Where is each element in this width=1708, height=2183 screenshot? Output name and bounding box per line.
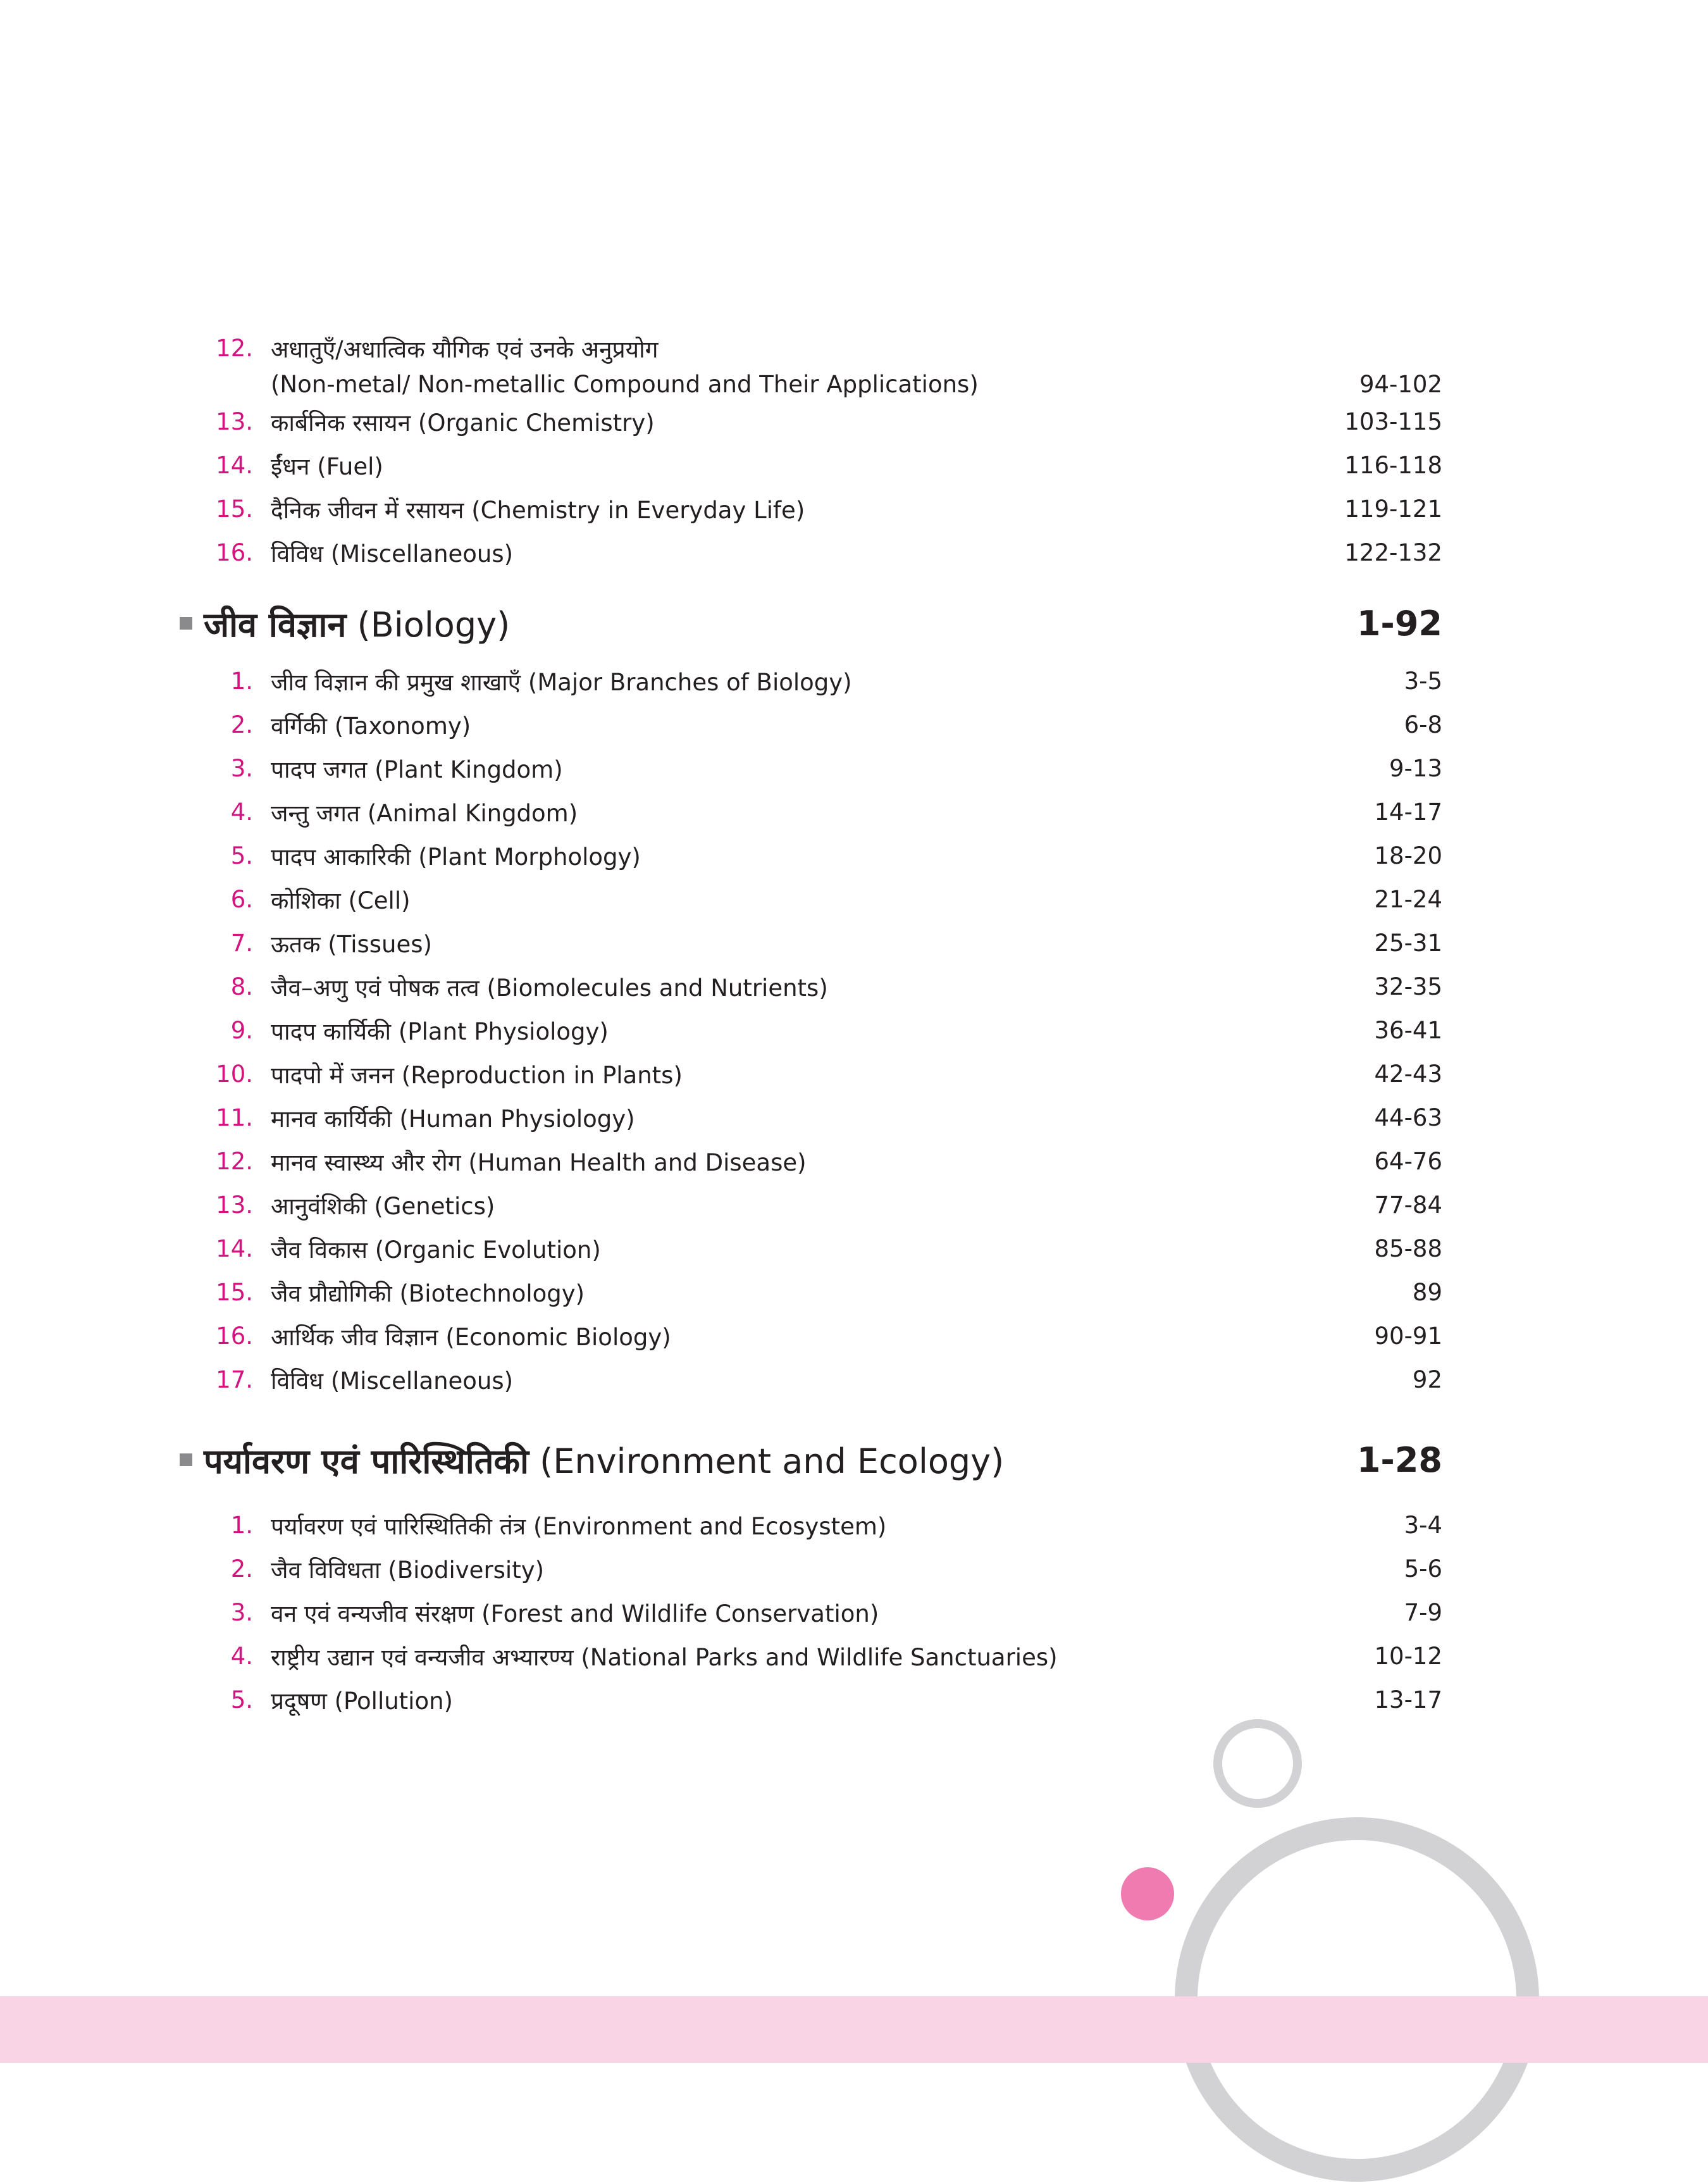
entry-number: 5. [230,1686,253,1713]
section-title-english: (Environment and Ecology) [540,1441,1005,1481]
entry-number: 15. [216,1278,253,1306]
entry-pages: 122-132 [1344,538,1442,566]
entry-number: 13. [216,1191,253,1219]
entry-title: विविध (Miscellaneous) [271,1367,514,1395]
entry-pages: 103-115 [1344,407,1442,435]
entry-pages: 85-88 [1374,1235,1442,1262]
entry-title: पादप आकारिकी (Plant Morphology) [271,843,641,871]
entry-number: 11. [216,1104,253,1131]
entry-pages: 64-76 [1374,1147,1442,1175]
entry-title: ईंधन (Fuel) [271,452,383,480]
entry-number: 16. [216,538,253,566]
entry-pages: 32-35 [1374,973,1442,1000]
entry-title: जन्तु जगत (Animal Kingdom) [271,799,578,827]
entry-title: कोशिका (Cell) [271,886,411,914]
section-title-hindi: पर्यावरण एवं पारिस्थितिकी [204,1441,529,1481]
entry-pages: 116-118 [1344,451,1442,479]
pink-dot-icon [1121,1867,1174,1920]
entry-number: 1. [230,667,253,695]
small-ring-icon [1218,1724,1297,1803]
entry-title: जीव विज्ञान की प्रमुख शाखाएँ (Major Branches of Biology) [271,668,852,696]
entry-title: जैव विविधता (Biodiversity) [271,1556,545,1584]
section-pages: 1-28 [1356,1440,1442,1480]
entry-number: 14. [216,451,253,479]
entry-pages: 18-20 [1374,842,1442,869]
entry-title: पादप जगत (Plant Kingdom) [271,756,563,783]
entry-title: अधातुएँ/अधात्विक यौगिक एवं उनके अनुप्रयोग [271,335,659,363]
entry-pages: 94-102 [1359,370,1442,398]
entry-number: 2. [230,1555,253,1583]
entry-number: 15. [216,495,253,523]
entry-pages: 3-4 [1404,1511,1442,1539]
entry-number: 10. [216,1060,253,1088]
entry-number: 5. [230,842,253,869]
entry-pages: 14-17 [1374,798,1442,826]
entry-pages: 13-17 [1374,1686,1442,1713]
entry-subtitle: (Non-metal/ Non-metallic Compound and Their Applications) [271,370,979,398]
entry-number: 12. [216,334,253,362]
entry-number: 4. [230,798,253,826]
entry-pages: 9-13 [1389,754,1442,782]
entry-pages: 44-63 [1374,1104,1442,1131]
entry-title: वन एवं वन्यजीव संरक्षण (Forest and Wildlife Conservation) [271,1600,879,1627]
footer-band [0,1996,1708,2063]
entry-number: 17. [216,1365,253,1393]
entry-title: पादप कार्यिकी (Plant Physiology) [271,1017,609,1045]
entry-pages: 89 [1412,1278,1442,1306]
entry-title: जैव प्रौद्योगिकी (Biotechnology) [271,1279,585,1307]
entry-number: 14. [216,1235,253,1262]
entry-pages: 21-24 [1374,885,1442,913]
entry-title: मानव कार्यिकी (Human Physiology) [271,1105,635,1133]
entry-number: 7. [230,929,253,957]
entry-number: 3. [230,1598,253,1626]
entry-pages: 5-6 [1404,1555,1442,1583]
entry-pages: 119-121 [1344,495,1442,523]
entry-title: पर्यावरण एवं पारिस्थितिकी तंत्र (Environment and Ecosystem) [271,1512,887,1540]
entry-title: आर्थिक जीव विज्ञान (Economic Biology) [271,1323,671,1351]
entry-pages: 25-31 [1374,929,1442,957]
entry-title: राष्ट्रीय उद्यान एवं वन्यजीव अभ्यारण्य (National Parks and Wildlife Sanctuaries) [271,1643,1058,1671]
entry-pages: 92 [1412,1365,1442,1393]
section-pages: 1-92 [1356,603,1442,644]
entry-title: पादपो में जनन (Reproduction in Plants) [271,1061,683,1089]
entry-number: 3. [230,754,253,782]
entry-number: 9. [230,1016,253,1044]
entry-title: प्रदूषण (Pollution) [271,1687,453,1715]
entry-number: 13. [216,407,253,435]
entry-pages: 7-9 [1404,1598,1442,1626]
entry-pages: 77-84 [1374,1191,1442,1219]
entry-number: 1. [230,1511,253,1539]
entry-number: 6. [230,885,253,913]
entry-title: कार्बनिक रसायन (Organic Chemistry) [271,409,655,437]
entry-title: जैव–अणु एवं पोषक तत्व (Biomolecules and Nutrients) [271,974,828,1002]
entry-pages: 10-12 [1374,1642,1442,1670]
entry-title: दैनिक जीवन में रसायन (Chemistry in Everyday Life) [271,496,805,524]
section-title-hindi: जीव विज्ञान [204,605,347,645]
entry-pages: 42-43 [1374,1060,1442,1088]
entry-number: 16. [216,1322,253,1350]
entry-title: ऊतक (Tissues) [271,930,432,958]
entry-pages: 6-8 [1404,711,1442,738]
entry-pages: 90-91 [1374,1322,1442,1350]
entry-pages: 3-5 [1404,667,1442,695]
entry-title: विविध (Miscellaneous) [271,540,514,568]
section-title-english: (Biology) [357,605,511,645]
entry-title: जैव विकास (Organic Evolution) [271,1236,601,1264]
entry-pages: 36-41 [1374,1016,1442,1044]
entry-title: मानव स्वास्थ्य और रोग (Human Health and Disease) [271,1148,807,1176]
entry-title: वर्गिकी (Taxonomy) [271,712,471,740]
entry-number: 2. [230,711,253,738]
entry-title: आनुवंशिकी (Genetics) [271,1192,495,1220]
entry-number: 4. [230,1642,253,1670]
entry-number: 12. [216,1147,253,1175]
entry-number: 8. [230,973,253,1000]
